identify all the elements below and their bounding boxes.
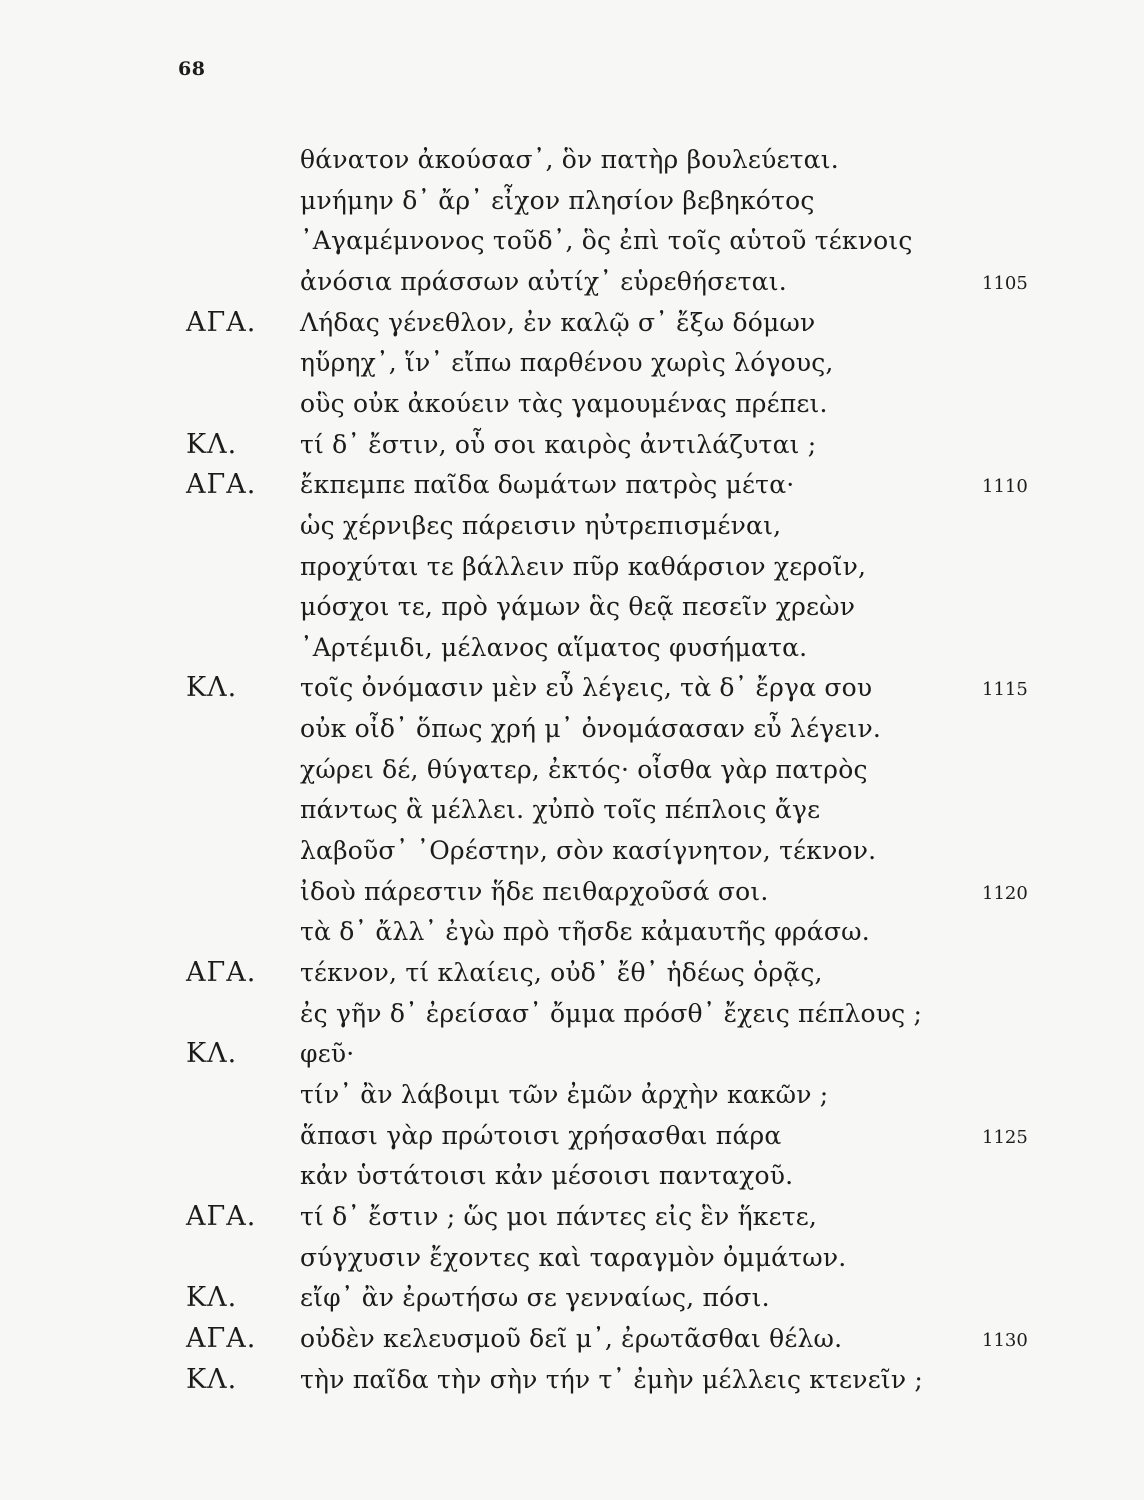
line-number: 1120 [982, 883, 1028, 904]
verse-text: μνήμην δ᾽ ἄρ᾽ εἶχον πλησίον βεβηκότος [300, 186, 815, 215]
verse-text: μόσχοι τε, πρὸ γάμων ἃς θεᾷ πεσεῖν χρεὼν [300, 592, 856, 621]
verse-line [0, 506, 1144, 546]
verse-line [0, 221, 1144, 261]
speaker-label: ΚΛ. [186, 1038, 238, 1069]
verse-line [0, 1156, 1144, 1196]
verse-text: χώρει δέ, θύγατερ, ἐκτός· οἶσθα γὰρ πατρὸς [300, 755, 868, 784]
verse-text: τοῖς ὀνόμασιν μὲν εὖ λέγεις, τὰ δ᾽ ἔργα σου [300, 673, 873, 702]
verse-text: ᾽Αγαμέμνονος τοῦδ᾽, ὃς ἐπὶ τοῖς αὑτοῦ τέκνοις [300, 226, 913, 255]
verse-text: προχύται τε βάλλειν πῦρ καθάρσιον χεροῖν, [300, 552, 867, 581]
speaker-label: ΑΓΑ. [186, 469, 257, 500]
verse-line [0, 1360, 1144, 1400]
verse-line [0, 790, 1144, 830]
speaker-label: ΚΛ. [186, 429, 238, 460]
verse-text: οὓς οὐκ ἀκούειν τὰς γαμουμένας πρέπει. [300, 389, 828, 418]
verse-line [0, 872, 1144, 912]
verse-text: οὐκ οἶδ᾽ ὅπως χρή μ᾽ ὀνομάσασαν εὖ λέγειν. [300, 714, 882, 743]
verse-text: πάντως ἃ μέλλει. χὐπὸ τοῖς πέπλοις ἄγε [300, 795, 821, 824]
verse-line [0, 750, 1144, 790]
verse-line [0, 709, 1144, 749]
verse-text: εἴφ᾽ ἂν ἐρωτήσω σε γενναίως, πόσι. [300, 1283, 770, 1312]
verse-text: λαβοῦσ᾽ ᾽Ορέστην, σὸν κασίγνητον, τέκνον. [300, 836, 877, 865]
verse-line [0, 303, 1144, 343]
verse-text: φεῦ· [300, 1039, 355, 1068]
speaker-label: ΚΛ. [186, 1364, 238, 1395]
verse-line [0, 547, 1144, 587]
speaker-label: ΚΛ. [186, 672, 238, 703]
line-number: 1130 [982, 1330, 1028, 1351]
verse-line [0, 1319, 1144, 1359]
verse-text: ᾽Αρτέμιδι, μέλανος αἵματος φυσήματα. [300, 633, 808, 662]
verse-line [0, 465, 1144, 505]
verse-line [0, 1034, 1144, 1074]
verse-line [0, 668, 1144, 708]
speaker-label: ΑΓΑ. [186, 1201, 257, 1232]
page-number: 68 [178, 58, 206, 80]
verse-text: σύγχυσιν ἔχοντες καὶ ταραγμὸν ὀμμάτων. [300, 1243, 847, 1272]
verse-line [0, 912, 1144, 952]
verse-line [0, 953, 1144, 993]
line-number: 1125 [982, 1127, 1028, 1148]
verse-line [0, 1238, 1144, 1278]
line-number: 1110 [982, 476, 1028, 497]
line-number: 1105 [982, 273, 1028, 294]
verse-text: τὴν παῖδα τὴν σὴν τήν τ᾽ ἐμὴν μέλλεις κτενεῖν ; [300, 1365, 924, 1394]
verse-text: τὰ δ᾽ ἄλλ᾽ ἐγὼ πρὸ τῆσδε κἀμαυτῆς φράσω. [300, 917, 870, 946]
verse-line [0, 994, 1144, 1034]
verse-text: ἰδοὺ πάρεστιν ἥδε πειθαρχοῦσά σοι. [300, 877, 769, 906]
verse-text: ἐς γῆν δ᾽ ἐρείσασ᾽ ὄμμα πρόσθ᾽ ἔχεις πέπλους ; [300, 999, 923, 1028]
verse-text: τίν᾽ ἂν λάβοιμι τῶν ἐμῶν ἀρχὴν κακῶν ; [300, 1080, 829, 1109]
verse-line [0, 628, 1144, 668]
verse-line [0, 587, 1144, 627]
verse-line [0, 1197, 1144, 1237]
verse-line [0, 425, 1144, 465]
verse-text: ὡς χέρνιβες πάρεισιν ηὐτρεπισμέναι, [300, 511, 782, 540]
verse-line [0, 831, 1144, 871]
verse-text: ηὕρηχ᾽, ἵν᾽ εἴπω παρθένου χωρὶς λόγους, [300, 348, 834, 377]
verse-line [0, 384, 1144, 424]
verse-line [0, 343, 1144, 383]
verse-text: ἔκπεμπε παῖδα δωμάτων πατρὸς μέτα· [300, 470, 795, 499]
speaker-label: ΚΛ. [186, 1282, 238, 1313]
speaker-label: ΑΓΑ. [186, 1323, 257, 1354]
verse-text: Λήδας γένεθλον, ἐν καλῷ σ᾽ ἔξω δόμων [300, 308, 816, 337]
speaker-label: ΑΓΑ. [186, 957, 257, 988]
speaker-label: ΑΓΑ. [186, 307, 257, 338]
line-number: 1115 [982, 679, 1028, 700]
verse-line [0, 1116, 1144, 1156]
verse-line [0, 1278, 1144, 1318]
verse-text: τί δ᾽ ἔστιν ; ὥς μοι πάντες εἰς ἓν ἥκετε, [300, 1202, 818, 1231]
verse-text: οὐδὲν κελευσμοῦ δεῖ μ᾽, ἐρωτᾶσθαι θέλω. [300, 1324, 843, 1353]
verse-text: τέκνον, τί κλαίεις, οὐδ᾽ ἔθ᾽ ἡδέως ὁρᾷς, [300, 958, 823, 987]
verse-text: τί δ᾽ ἔστιν, οὗ σοι καιρὸς ἀντιλάζυται ; [300, 430, 817, 459]
verse-line [0, 140, 1144, 180]
verse-text: κἀν ὑστάτοισι κἀν μέσοισι πανταχοῦ. [300, 1161, 794, 1190]
verse-text: ἀνόσια πράσσων αὐτίχ᾽ εὑρεθήσεται. [300, 267, 787, 296]
verse-line [0, 1075, 1144, 1115]
verse-text: ἅπασι γὰρ πρώτοισι χρήσασθαι πάρα [300, 1121, 782, 1150]
verse-line [0, 262, 1144, 302]
verse-text: θάνατον ἀκούσασ᾽, ὃν πατὴρ βουλεύεται. [300, 145, 839, 174]
verse-line [0, 181, 1144, 221]
